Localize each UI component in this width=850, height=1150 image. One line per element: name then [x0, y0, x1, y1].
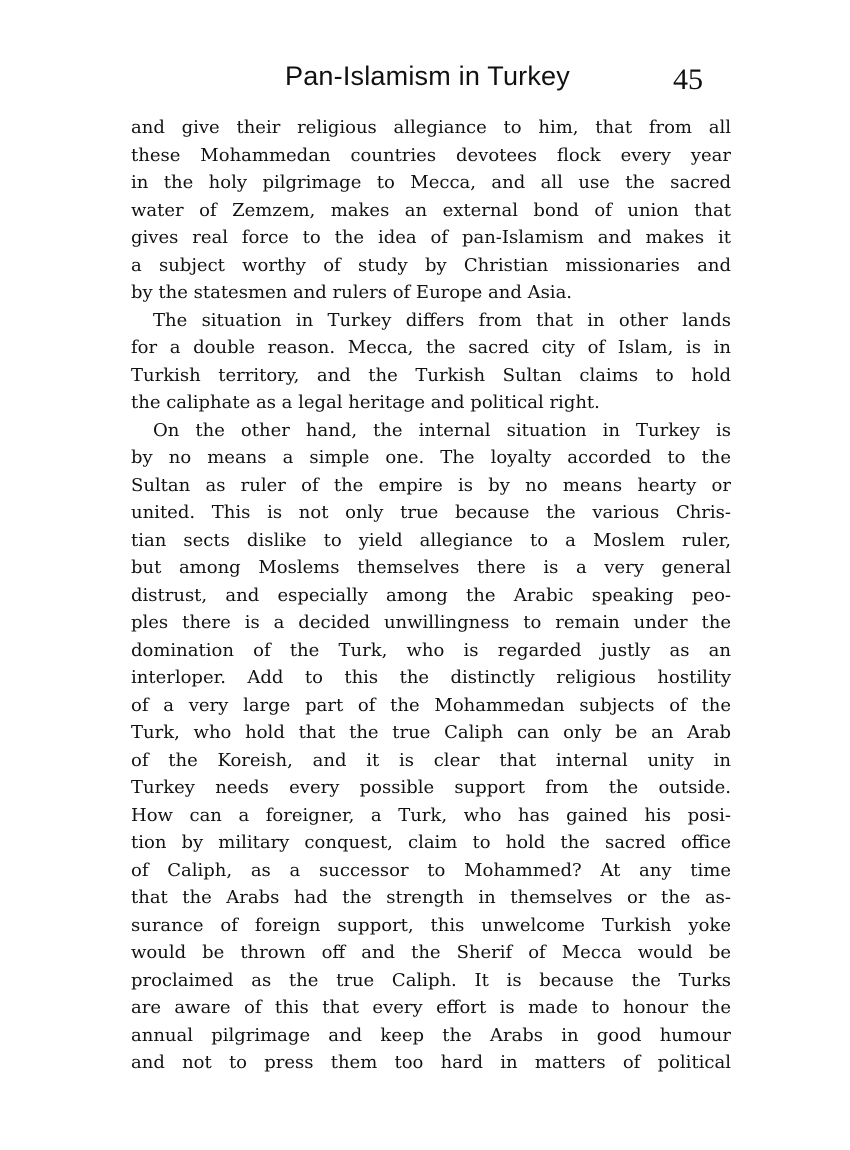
text-line: and not to press them too hard in matters of political [131, 1052, 731, 1073]
text-line: for a double reason. Mecca, the sacred city of Islam, is in [131, 337, 731, 358]
text-line: these Mohammedan countries devotees flock every year [131, 144, 731, 166]
text-line: in the holy pilgrimage to Mecca, and all use the sacred [131, 172, 731, 193]
text-line: the caliphate as a legal heritage and political right. [131, 392, 600, 413]
text-line: annual pilgrimage and keep the Arabs in good humour [131, 1024, 731, 1046]
text-line: The situation in Turkey differs from that in other lands [153, 309, 731, 331]
text-line: Turk, who hold that the true Caliph can only be an Arab [131, 722, 731, 743]
text-line: by the statesmen and rulers of Europe and Asia. [131, 282, 573, 303]
text-line: Sultan as ruler of the empire is by no means hearty or [131, 474, 731, 496]
text-line: of the Koreish, and it is clear that internal unity in [131, 749, 731, 771]
running-title: Pan-Islamism in Turkey [285, 61, 570, 91]
text-line: would be thrown off and the Sherif of Mecca would be [131, 942, 731, 963]
text-line: that the Arabs had the strength in themselves or the as- [131, 887, 731, 908]
text-line: but among Moslems themselves there is a very general [131, 557, 731, 578]
text-line: distrust, and especially among the Arabic speaking peo- [131, 584, 731, 606]
text-line: a subject worthy of study by Christian missionaries and [131, 254, 731, 276]
text-line: of a very large part of the Mohammedan subjects of the [131, 694, 731, 716]
text-line: tian sects dislike to yield allegiance to a Moslem ruler, [131, 529, 731, 551]
text-line: Turkish territory, and the Turkish Sultan claims to hold [131, 364, 731, 386]
text-line: and give their religious allegiance to him, that from all [131, 117, 731, 138]
text-line: gives real force to the idea of pan-Islamism and makes it [131, 227, 731, 248]
text-line: How can a foreigner, a Turk, who has gained his posi- [131, 804, 731, 826]
text-line: united. This is not only true because the various Chris- [131, 502, 731, 523]
page-number: 45 [673, 63, 703, 96]
text-line: interloper. Add to this the distinctly religious hostility [131, 667, 731, 688]
text-line: domination of the Turk, who is regarded justly as an [131, 639, 731, 661]
text-line: are aware of this that every effort is made to honour the [131, 997, 731, 1018]
text-line: water of Zemzem, makes an external bond of union that [131, 199, 731, 221]
text-line: by no means a simple one. The loyalty accorded to the [131, 447, 731, 468]
text-line: of Caliph, as a successor to Mohammed? At any time [131, 859, 731, 881]
text-line: Turkey needs every possible support from the outside. [131, 777, 731, 798]
text-line: surance of foreign support, this unwelcome Turkish yoke [131, 914, 731, 936]
text-line: On the other hand, the internal situation in Turkey is [153, 419, 731, 441]
text-line: tion by military conquest, claim to hold the sacred office [131, 832, 731, 853]
body-text [131, 114, 731, 1077]
text-line: ples there is a decided unwillingness to remain under the [131, 612, 731, 633]
text-line: proclaimed as the true Caliph. It is because the Turks [131, 969, 731, 991]
